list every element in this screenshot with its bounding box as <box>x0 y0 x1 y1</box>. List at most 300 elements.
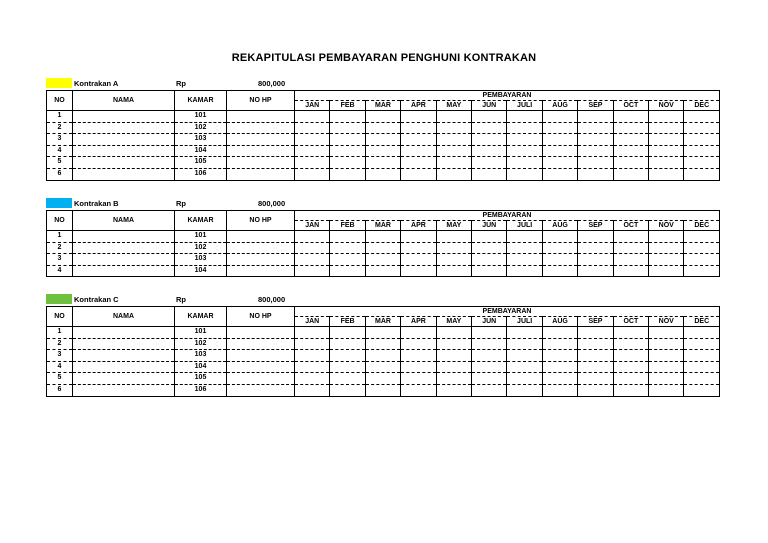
payment-cell[interactable] <box>295 265 330 277</box>
payment-cell[interactable] <box>684 265 720 277</box>
month-header: OCT <box>613 221 648 231</box>
payment-cell[interactable] <box>365 145 400 157</box>
payment-cell[interactable] <box>613 361 648 373</box>
header-pembayaran: PEMBAYARAN <box>295 307 720 317</box>
row-nama-cell[interactable] <box>73 254 175 266</box>
payment-cell[interactable] <box>507 168 542 180</box>
row-nama-cell[interactable] <box>73 134 175 146</box>
table-row <box>47 111 720 123</box>
payment-cell[interactable] <box>295 350 330 362</box>
month-header: DEC <box>684 221 720 231</box>
payment-cell[interactable] <box>613 134 648 146</box>
payment-cell[interactable] <box>649 338 684 350</box>
payment-cell[interactable] <box>295 338 330 350</box>
payment-cell[interactable] <box>578 231 613 243</box>
payment-cell[interactable] <box>330 122 365 134</box>
section-header <box>46 78 720 90</box>
payment-cell[interactable] <box>684 327 720 339</box>
row-no: 1 <box>47 327 73 339</box>
payment-cell[interactable] <box>649 384 684 396</box>
payment-cell[interactable] <box>542 231 577 243</box>
payment-cell[interactable] <box>542 338 577 350</box>
payment-cell[interactable] <box>649 327 684 339</box>
payment-cell[interactable] <box>578 384 613 396</box>
month-header: APR <box>401 221 436 231</box>
payment-cell[interactable] <box>436 242 471 254</box>
payment-cell[interactable] <box>542 122 577 134</box>
payment-cell[interactable] <box>472 350 507 362</box>
row-nohp-cell[interactable] <box>227 361 295 373</box>
header-pembayaran: PEMBAYARAN <box>295 211 720 221</box>
table-row <box>47 373 720 385</box>
payment-cell[interactable] <box>330 350 365 362</box>
table-row <box>47 122 720 134</box>
row-nama-cell[interactable] <box>73 361 175 373</box>
payment-cell[interactable] <box>401 361 436 373</box>
payment-cell[interactable] <box>507 254 542 266</box>
payment-cell[interactable] <box>295 134 330 146</box>
payment-cell[interactable] <box>542 242 577 254</box>
payment-cell[interactable] <box>507 327 542 339</box>
payment-cell[interactable] <box>578 265 613 277</box>
payment-cell[interactable] <box>684 157 720 169</box>
payment-cell[interactable] <box>365 231 400 243</box>
row-nohp-cell[interactable] <box>227 231 295 243</box>
payment-cell[interactable] <box>365 384 400 396</box>
payment-cell[interactable] <box>295 373 330 385</box>
payment-cell[interactable] <box>684 338 720 350</box>
payment-cell[interactable] <box>649 134 684 146</box>
row-nama-cell[interactable] <box>73 157 175 169</box>
row-nama-cell[interactable] <box>73 338 175 350</box>
payment-cell[interactable] <box>436 111 471 123</box>
payment-cell[interactable] <box>578 134 613 146</box>
payment-cell[interactable] <box>436 327 471 339</box>
row-nohp-cell[interactable] <box>227 122 295 134</box>
currency-label: Rp <box>176 79 186 88</box>
payment-cell[interactable] <box>401 145 436 157</box>
payment-cell[interactable] <box>330 145 365 157</box>
payment-cell[interactable] <box>365 338 400 350</box>
row-kamar: 104 <box>175 145 227 157</box>
payment-cell[interactable] <box>472 327 507 339</box>
month-header: JAN <box>295 317 330 327</box>
row-no: 4 <box>47 145 73 157</box>
table-row <box>47 168 720 180</box>
payment-cell[interactable] <box>578 373 613 385</box>
payment-cell[interactable] <box>507 373 542 385</box>
payment-cell[interactable] <box>649 168 684 180</box>
payment-cell[interactable] <box>401 231 436 243</box>
payment-cell[interactable] <box>401 350 436 362</box>
payment-cell[interactable] <box>472 265 507 277</box>
month-header: MAY <box>436 221 471 231</box>
row-nohp-cell[interactable] <box>227 111 295 123</box>
row-nama-cell[interactable] <box>73 145 175 157</box>
payment-cell[interactable] <box>436 373 471 385</box>
payment-cell[interactable] <box>365 373 400 385</box>
payment-cell[interactable] <box>401 168 436 180</box>
table-row <box>47 338 720 350</box>
payment-cell[interactable] <box>472 384 507 396</box>
payment-cell[interactable] <box>436 134 471 146</box>
table-row <box>47 134 720 146</box>
payment-cell[interactable] <box>330 384 365 396</box>
payment-cell[interactable] <box>613 168 648 180</box>
payment-cell[interactable] <box>365 168 400 180</box>
payment-cell[interactable] <box>507 145 542 157</box>
payment-cell[interactable] <box>578 254 613 266</box>
row-no: 4 <box>47 265 73 277</box>
header-pembayaran: PEMBAYARAN <box>295 91 720 101</box>
payment-cell[interactable] <box>684 242 720 254</box>
payment-cell[interactable] <box>649 242 684 254</box>
payment-cell[interactable] <box>330 242 365 254</box>
row-nohp-cell[interactable] <box>227 350 295 362</box>
payment-cell[interactable] <box>649 254 684 266</box>
color-swatch <box>46 294 72 304</box>
payment-cell[interactable] <box>542 145 577 157</box>
payment-cell[interactable] <box>436 145 471 157</box>
payment-cell[interactable] <box>684 361 720 373</box>
header-kamar: KAMAR <box>175 211 227 231</box>
payment-cell[interactable] <box>578 242 613 254</box>
payment-cell[interactable] <box>507 111 542 123</box>
payment-cell[interactable] <box>507 134 542 146</box>
payment-cell[interactable] <box>684 168 720 180</box>
payment-cell[interactable] <box>295 122 330 134</box>
payment-cell[interactable] <box>436 361 471 373</box>
payment-cell[interactable] <box>542 384 577 396</box>
payment-cell[interactable] <box>684 231 720 243</box>
payment-cell[interactable] <box>295 384 330 396</box>
payment-cell[interactable] <box>649 350 684 362</box>
table-row <box>47 242 720 254</box>
header-nohp: NO HP <box>227 91 295 111</box>
payment-cell[interactable] <box>578 361 613 373</box>
row-nohp-cell[interactable] <box>227 157 295 169</box>
row-kamar: 104 <box>175 361 227 373</box>
payment-cell[interactable] <box>472 134 507 146</box>
month-header: SEP <box>578 101 613 111</box>
header-nohp: NO HP <box>227 211 295 231</box>
month-header: JULI <box>507 101 542 111</box>
payment-cell[interactable] <box>436 350 471 362</box>
payment-cell[interactable] <box>330 168 365 180</box>
payment-cell[interactable] <box>542 327 577 339</box>
payment-cell[interactable] <box>613 242 648 254</box>
payment-cell[interactable] <box>436 231 471 243</box>
payment-cell[interactable] <box>436 265 471 277</box>
header-kamar: KAMAR <box>175 307 227 327</box>
month-header: NOV <box>649 317 684 327</box>
payment-cell[interactable] <box>365 122 400 134</box>
row-kamar: 102 <box>175 242 227 254</box>
payment-cell[interactable] <box>684 134 720 146</box>
payment-cell[interactable] <box>578 122 613 134</box>
row-nama-cell[interactable] <box>73 242 175 254</box>
payment-cell[interactable] <box>295 327 330 339</box>
payment-cell[interactable] <box>472 231 507 243</box>
payment-cell[interactable] <box>578 350 613 362</box>
payment-cell[interactable] <box>542 265 577 277</box>
payment-cell[interactable] <box>295 254 330 266</box>
payment-table <box>46 90 720 181</box>
table-row <box>47 350 720 362</box>
payment-cell[interactable] <box>365 265 400 277</box>
section-header <box>46 294 720 306</box>
row-no: 3 <box>47 254 73 266</box>
payment-cell[interactable] <box>613 384 648 396</box>
row-kamar: 105 <box>175 157 227 169</box>
header-nama: NAMA <box>73 307 175 327</box>
payment-cell[interactable] <box>472 145 507 157</box>
payment-cell[interactable] <box>330 327 365 339</box>
row-kamar: 102 <box>175 338 227 350</box>
payment-cell[interactable] <box>613 111 648 123</box>
amount-value: 800,000 <box>258 199 286 208</box>
month-header: NOV <box>649 221 684 231</box>
row-nohp-cell[interactable] <box>227 254 295 266</box>
payment-cell[interactable] <box>365 111 400 123</box>
row-kamar: 101 <box>175 327 227 339</box>
payment-cell[interactable] <box>613 157 648 169</box>
payment-cell[interactable] <box>436 157 471 169</box>
payment-cell[interactable] <box>330 111 365 123</box>
payment-cell[interactable] <box>401 122 436 134</box>
payment-cell[interactable] <box>436 168 471 180</box>
payment-cell[interactable] <box>507 231 542 243</box>
row-nama-cell[interactable] <box>73 327 175 339</box>
table-row <box>47 231 720 243</box>
row-nohp-cell[interactable] <box>227 265 295 277</box>
row-no: 1 <box>47 111 73 123</box>
payment-cell[interactable] <box>649 361 684 373</box>
payment-cell[interactable] <box>542 350 577 362</box>
payment-cell[interactable] <box>649 231 684 243</box>
month-header: APR <box>401 101 436 111</box>
row-nama-cell[interactable] <box>73 231 175 243</box>
month-header: JUN <box>472 221 507 231</box>
section-name: Kontrakan B <box>74 199 119 208</box>
payment-cell[interactable] <box>330 254 365 266</box>
kontrakan-section <box>46 78 720 181</box>
payment-cell[interactable] <box>401 327 436 339</box>
section-name: Kontrakan A <box>74 79 119 88</box>
payment-cell[interactable] <box>542 157 577 169</box>
payment-cell[interactable] <box>578 157 613 169</box>
payment-cell[interactable] <box>436 122 471 134</box>
payment-cell[interactable] <box>649 122 684 134</box>
payment-cell[interactable] <box>330 361 365 373</box>
payment-cell[interactable] <box>684 384 720 396</box>
payment-cell[interactable] <box>613 373 648 385</box>
payment-cell[interactable] <box>330 231 365 243</box>
payment-cell[interactable] <box>507 361 542 373</box>
payment-cell[interactable] <box>684 122 720 134</box>
table-row <box>47 265 720 277</box>
payment-cell[interactable] <box>365 350 400 362</box>
payment-cell[interactable] <box>365 361 400 373</box>
payment-cell[interactable] <box>684 373 720 385</box>
row-nohp-cell[interactable] <box>227 134 295 146</box>
payment-cell[interactable] <box>472 111 507 123</box>
payment-cell[interactable] <box>295 242 330 254</box>
payment-cell[interactable] <box>649 265 684 277</box>
payment-cell[interactable] <box>401 134 436 146</box>
amount-value: 800,000 <box>258 295 286 304</box>
payment-cell[interactable] <box>330 157 365 169</box>
payment-cell[interactable] <box>330 265 365 277</box>
payment-cell[interactable] <box>542 111 577 123</box>
payment-cell[interactable] <box>613 145 648 157</box>
payment-cell[interactable] <box>578 327 613 339</box>
payment-cell[interactable] <box>649 145 684 157</box>
payment-cell[interactable] <box>295 231 330 243</box>
header-no: NO <box>47 211 73 231</box>
payment-cell[interactable] <box>542 254 577 266</box>
payment-cell[interactable] <box>436 384 471 396</box>
row-no: 6 <box>47 384 73 396</box>
payment-cell[interactable] <box>613 122 648 134</box>
payment-cell[interactable] <box>295 111 330 123</box>
row-nama-cell[interactable] <box>73 122 175 134</box>
payment-cell[interactable] <box>472 122 507 134</box>
row-nohp-cell[interactable] <box>227 384 295 396</box>
payment-cell[interactable] <box>330 338 365 350</box>
payment-cell[interactable] <box>401 157 436 169</box>
table-row <box>47 254 720 266</box>
payment-cell[interactable] <box>542 134 577 146</box>
month-header: DEC <box>684 101 720 111</box>
payment-cell[interactable] <box>507 384 542 396</box>
month-header: SEP <box>578 317 613 327</box>
payment-cell[interactable] <box>507 122 542 134</box>
payment-cell[interactable] <box>613 350 648 362</box>
row-nama-cell[interactable] <box>73 111 175 123</box>
row-nama-cell[interactable] <box>73 373 175 385</box>
payment-cell[interactable] <box>365 242 400 254</box>
row-nohp-cell[interactable] <box>227 327 295 339</box>
payment-cell[interactable] <box>507 242 542 254</box>
payment-cell[interactable] <box>507 338 542 350</box>
payment-cell[interactable] <box>578 338 613 350</box>
payment-cell[interactable] <box>365 254 400 266</box>
payment-cell[interactable] <box>401 254 436 266</box>
month-header: AUG <box>542 101 577 111</box>
month-header: JULI <box>507 221 542 231</box>
table-row <box>47 361 720 373</box>
payment-cell[interactable] <box>295 145 330 157</box>
payment-cell[interactable] <box>507 157 542 169</box>
month-header: JUN <box>472 101 507 111</box>
payment-cell[interactable] <box>472 361 507 373</box>
payment-cell[interactable] <box>542 361 577 373</box>
payment-cell[interactable] <box>613 265 648 277</box>
payment-cell[interactable] <box>330 134 365 146</box>
payment-cell[interactable] <box>507 265 542 277</box>
row-nohp-cell[interactable] <box>227 242 295 254</box>
payment-cell[interactable] <box>649 111 684 123</box>
payment-cell[interactable] <box>365 134 400 146</box>
payment-cell[interactable] <box>401 338 436 350</box>
row-no: 6 <box>47 168 73 180</box>
row-no: 5 <box>47 373 73 385</box>
kontrakan-section <box>46 294 720 397</box>
payment-cell[interactable] <box>472 157 507 169</box>
row-nama-cell[interactable] <box>73 384 175 396</box>
header-no: NO <box>47 307 73 327</box>
row-nohp-cell[interactable] <box>227 145 295 157</box>
row-nohp-cell[interactable] <box>227 168 295 180</box>
month-header: OCT <box>613 317 648 327</box>
payment-cell[interactable] <box>578 145 613 157</box>
payment-cell[interactable] <box>613 327 648 339</box>
currency-label: Rp <box>176 295 186 304</box>
row-nama-cell[interactable] <box>73 168 175 180</box>
payment-cell[interactable] <box>436 338 471 350</box>
payment-cell[interactable] <box>472 338 507 350</box>
payment-cell[interactable] <box>472 242 507 254</box>
payment-cell[interactable] <box>472 168 507 180</box>
payment-cell[interactable] <box>365 327 400 339</box>
payment-cell[interactable] <box>472 254 507 266</box>
payment-cell[interactable] <box>295 157 330 169</box>
month-header: JAN <box>295 221 330 231</box>
payment-cell[interactable] <box>613 254 648 266</box>
payment-cell[interactable] <box>472 373 507 385</box>
payment-cell[interactable] <box>295 361 330 373</box>
month-header: FEB <box>330 101 365 111</box>
month-header: MAY <box>436 101 471 111</box>
payment-cell[interactable] <box>401 384 436 396</box>
page-title: REKAPITULASI PEMBAYARAN PENGHUNI KONTRAKAN <box>231 52 537 64</box>
payment-cell[interactable] <box>613 231 648 243</box>
payment-cell[interactable] <box>401 111 436 123</box>
currency-label: Rp <box>176 199 186 208</box>
payment-cell[interactable] <box>613 338 648 350</box>
payment-cell[interactable] <box>684 111 720 123</box>
payment-cell[interactable] <box>401 265 436 277</box>
row-nama-cell[interactable] <box>73 350 175 362</box>
payment-cell[interactable] <box>649 373 684 385</box>
payment-cell[interactable] <box>684 254 720 266</box>
color-swatch <box>46 78 72 88</box>
row-nama-cell[interactable] <box>73 265 175 277</box>
payment-cell[interactable] <box>507 350 542 362</box>
payment-cell[interactable] <box>542 168 577 180</box>
payment-cell[interactable] <box>365 157 400 169</box>
payment-cell[interactable] <box>649 157 684 169</box>
payment-cell[interactable] <box>542 373 577 385</box>
header-nama: NAMA <box>73 211 175 231</box>
payment-cell[interactable] <box>401 373 436 385</box>
payment-cell[interactable] <box>436 254 471 266</box>
row-nohp-cell[interactable] <box>227 373 295 385</box>
payment-cell[interactable] <box>684 350 720 362</box>
row-kamar: 104 <box>175 265 227 277</box>
payment-cell[interactable] <box>295 168 330 180</box>
row-nohp-cell[interactable] <box>227 338 295 350</box>
payment-cell[interactable] <box>578 168 613 180</box>
header-no: NO <box>47 91 73 111</box>
payment-cell[interactable] <box>578 111 613 123</box>
section-name: Kontrakan C <box>74 295 119 304</box>
month-header: FEB <box>330 317 365 327</box>
payment-cell[interactable] <box>401 242 436 254</box>
payment-cell[interactable] <box>330 373 365 385</box>
payment-cell[interactable] <box>684 145 720 157</box>
